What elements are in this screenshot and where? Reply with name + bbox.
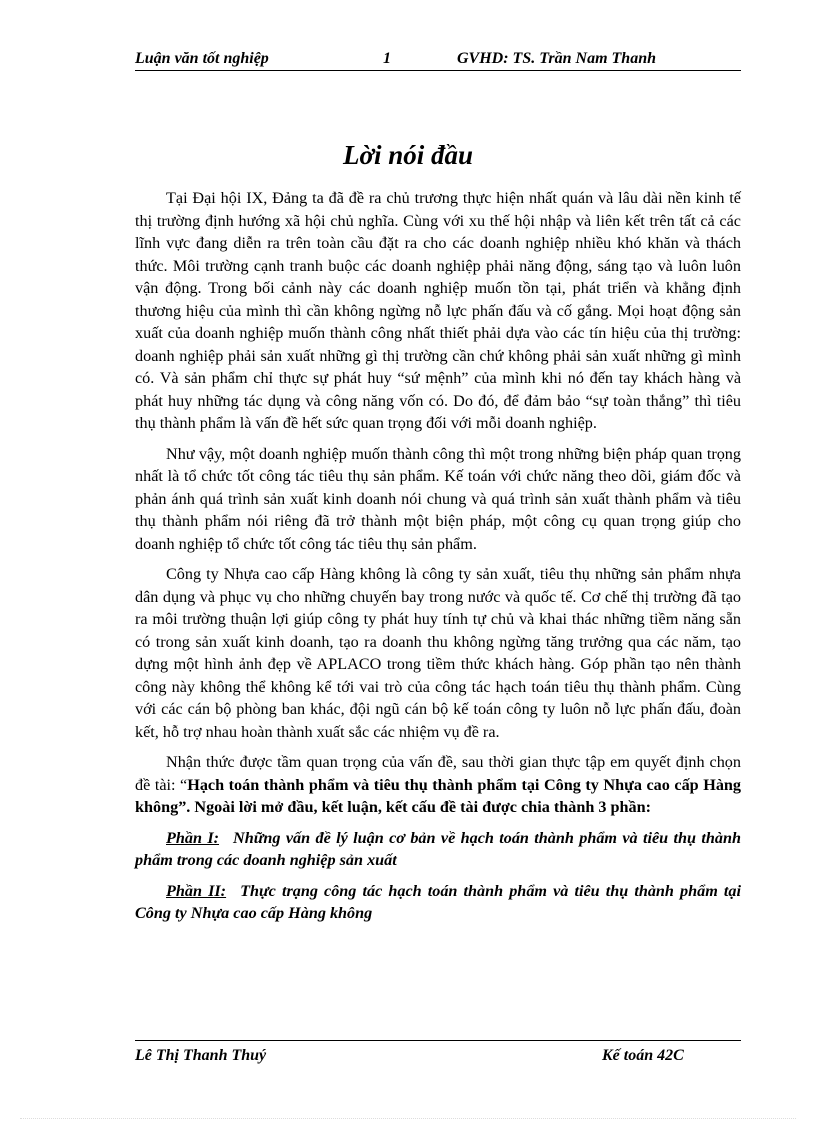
paragraph-2: Như vậy, một doanh nghiệp muốn thành công thì một trong những biện pháp quan trọng nhất là tổ chức tốt công tác tiêu thụ sản phẩm. Kế toán với chức năng theo dõi, giám đốc và phản ánh quá trình sản xuất kinh doanh nói chung và quá trình sản xuất thành phẩm và tiêu thụ thành phẩm nói riêng đã trở thành một biện pháp, một công cụ quan trọng giúp cho doanh nghiệp tổ chức tốt công tác tiêu thụ sản phẩm. [135, 444, 741, 553]
section-1 [135, 827, 741, 872]
section-2-label: Phần II: [166, 881, 227, 900]
page-header [135, 48, 741, 71]
header-thesis-label: Luận văn tốt nghiệp [135, 50, 269, 67]
section-2-text: Thực trạng công tác hạch toán thành phẩm và tiêu thụ thành phẩm tại Công ty Nhựa cao cấp Hàng không [135, 881, 741, 922]
paragraph-3: Công ty Nhựa cao cấp Hàng không là công ty sản xuất, tiêu thụ những sản phẩm nhựa dân dụng và phục vụ cho những chuyến bay trong nước và quốc tế. Cơ chế thị trường đã tạo ra môi trường thuận lợi giúp công ty phát huy tính tự chủ và khai thác những tiềm năng sẵn có trong sản xuất kinh doanh, tạo ra doanh thu không ngừng tăng trưởng qua các năm, tạo dựng một hình ảnh đẹp về APLACO trong tiềm thức khách hàng. Góp phần tạo nên thành công này không thể không kể tới vai trò của công tác hạch toán tiêu thụ thành phẩm. Cùng với các cán bộ phòng ban khác, đội ngũ cán bộ kế toán công ty luôn nỗ lực phấn đấu, đoàn kết, hỗ trợ nhau hoàn thành xuất sắc các nhiệm vụ đề ra. [135, 565, 741, 741]
section-1-label: Phần I: [166, 828, 220, 847]
paragraph-4 [135, 751, 741, 819]
section-2 [135, 880, 741, 925]
header-advisor: GVHD: TS. Trần Nam Thanh [457, 50, 656, 67]
page-footer [135, 1040, 741, 1067]
paragraph-1: Tại Đại hội IX, Đảng ta đã đề ra chủ trương thực hiện nhất quán và lâu dài nền kinh tế thị trường định hướng xã hội chủ nghĩa. Cùng với xu thế hội nhập và liên kết trên tất cả các lĩnh vực đang diễn ra trên toàn cầu đặt ra cho các doanh nghiệp nhiều khó khăn và thách thức. Môi trường cạnh tranh buộc các doanh nghiệp phải năng động, sáng tạo và luôn luôn vận động. Trong bối cảnh này các doanh nghiệp muốn tồn tại, phát triển và khẳng định thương hiệu của mình thì cần không ngừng nỗ lực phấn đấu và cố gắng. Mọi hoạt động sản xuất của doanh nghiệp muốn thành công nhất thiết phải dựa vào các tín hiệu của thị trường: doanh nghiệp phải sản xuất những gì thị trường cần chứ không phải sản xuất những gì mình có. Và sản phẩm chỉ thực sự phát huy “sứ mệnh” của mình khi nó đến tay khách hàng và phát huy những tác dụng và công năng vốn có. Do đó, để đảm bảo “sự toàn thắng” thì tiêu thụ thành phẩm là vấn đề hết sức quan trọng đối với mỗi doanh nghiệp. [135, 189, 741, 432]
section-1-text: Những vấn đề lý luận cơ bản về hạch toán thành phẩm và tiêu thụ thành phẩm trong các doanh nghiệp sản xuất [135, 828, 741, 869]
page-edge-divider [20, 1118, 796, 1119]
footer-class: Kế toán 42C [602, 1047, 684, 1064]
document-body [135, 187, 741, 933]
page-title: Lời nói đầu [342, 140, 474, 170]
paragraph-4-intro: Nhận thức được tầm quan trọng của vấn đề, sau thời gian thực tập em quyết định chọn đề tài: “ [135, 753, 741, 794]
paragraph-4-outro: ”. Ngoài lời mở đầu, kết luận, kết cấu đề tài được chia thành 3 phần: [178, 798, 652, 816]
thesis-topic: Hạch toán thành phẩm và tiêu thụ thành phẩm tại Công ty Nhựa cao cấp Hàng không [135, 775, 742, 816]
header-page-number: 1 [383, 50, 391, 67]
footer-author: Lê Thị Thanh Thuý [135, 1047, 267, 1064]
